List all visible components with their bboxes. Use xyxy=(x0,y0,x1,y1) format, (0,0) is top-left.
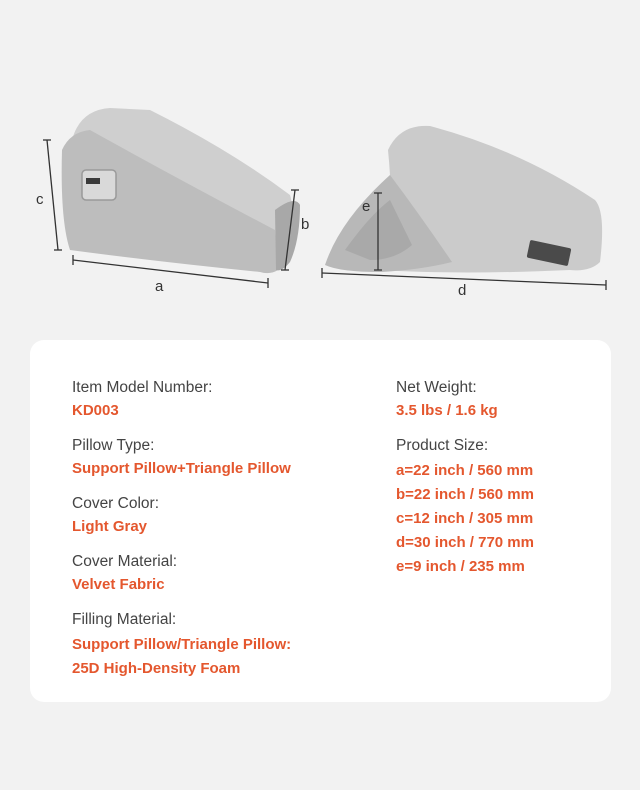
spec-value: Velvet Fabric xyxy=(72,576,165,593)
spec-filling-material xyxy=(72,610,372,681)
spec-column-left xyxy=(72,378,372,696)
left-wedge-pillow xyxy=(62,108,300,273)
size-c: c=12 inch / 305 mm xyxy=(396,510,534,527)
spec-label: Filling Material: xyxy=(72,611,177,628)
spec-label: Item Model Number: xyxy=(72,379,213,396)
spec-label: Product Size: xyxy=(396,437,489,454)
spec-value: 3.5 lbs / 1.6 kg xyxy=(396,402,498,419)
product-illustration xyxy=(0,0,640,330)
size-list xyxy=(396,459,596,579)
spec-label: Pillow Type: xyxy=(72,437,155,454)
spec-cover-material xyxy=(72,552,372,595)
spec-column-right xyxy=(396,378,596,594)
spec-label: Cover Material: xyxy=(72,553,178,570)
spec-cover-color xyxy=(72,494,372,537)
spec-value-line1: Support Pillow/Triangle Pillow: xyxy=(72,636,292,653)
dimension-label-e: e xyxy=(362,198,371,215)
size-e: e=9 inch / 235 mm xyxy=(396,558,525,575)
spec-pillow-type xyxy=(72,436,372,479)
size-d: d=30 inch / 770 mm xyxy=(396,534,534,551)
spec-label: Net Weight: xyxy=(396,379,477,396)
spec-value: Support Pillow+Triangle Pillow xyxy=(72,460,291,477)
dimension-label-d: d xyxy=(458,282,467,299)
dimension-label-a: a xyxy=(155,278,164,295)
spec-value: KD003 xyxy=(72,402,119,419)
size-b: b=22 inch / 560 mm xyxy=(396,486,534,503)
spec-value: Light Gray xyxy=(72,518,148,535)
spec-value-line2: 25D High-Density Foam xyxy=(72,660,241,677)
dimension-label-c: c xyxy=(36,191,44,208)
spec-label: Cover Color: xyxy=(72,495,159,512)
spec-product-size xyxy=(396,436,596,579)
spec-item-model xyxy=(72,378,372,421)
pillow-drawing xyxy=(0,0,640,330)
spec-net-weight xyxy=(396,378,596,421)
size-a: a=22 inch / 560 mm xyxy=(396,462,534,479)
spec-card xyxy=(30,340,611,702)
dimension-label-b: b xyxy=(301,216,310,233)
